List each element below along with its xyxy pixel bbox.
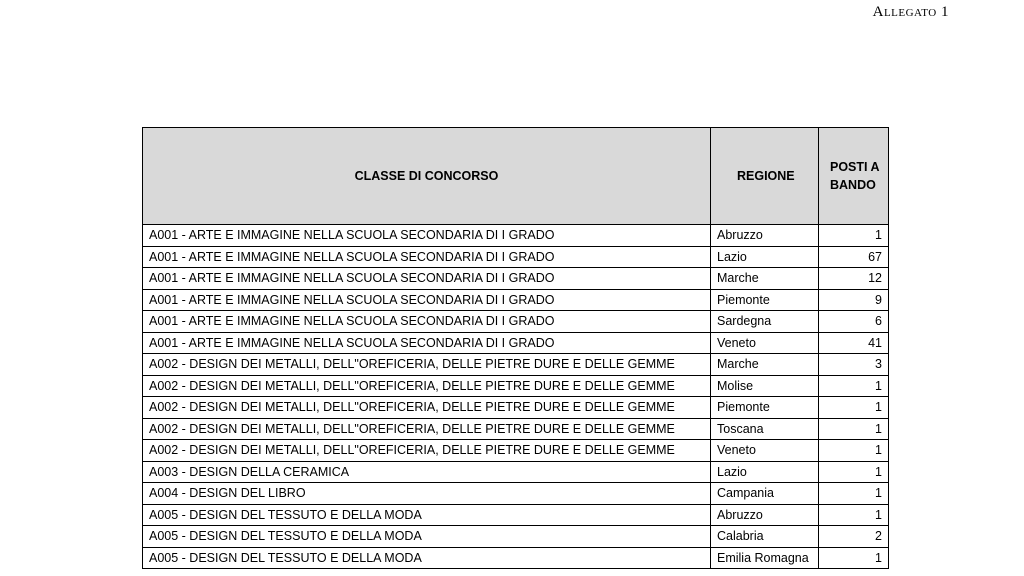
cell-classe: A005 - DESIGN DEL TESSUTO E DELLA MODA bbox=[143, 547, 711, 569]
cell-classe: A001 - ARTE E IMMAGINE NELLA SCUOLA SECONDARIA DI I GRADO bbox=[143, 289, 711, 311]
cell-classe: A001 - ARTE E IMMAGINE NELLA SCUOLA SECONDARIA DI I GRADO bbox=[143, 268, 711, 290]
table-row bbox=[143, 483, 889, 505]
table-row bbox=[143, 504, 889, 526]
table-row bbox=[143, 289, 889, 311]
table-row bbox=[143, 375, 889, 397]
table-row bbox=[143, 332, 889, 354]
posti-table bbox=[142, 127, 889, 569]
cell-classe: A002 - DESIGN DEI METALLI, DELL"OREFICERIA, DELLE PIETRE DURE E DELLE GEMME bbox=[143, 397, 711, 419]
cell-posti: 1 bbox=[819, 547, 889, 569]
cell-regione: Campania bbox=[711, 483, 819, 505]
table-row bbox=[143, 246, 889, 268]
column-header-regione: REGIONE bbox=[711, 128, 819, 225]
table-row bbox=[143, 547, 889, 569]
cell-posti: 1 bbox=[819, 225, 889, 247]
table-row bbox=[143, 225, 889, 247]
cell-posti: 1 bbox=[819, 440, 889, 462]
cell-posti: 1 bbox=[819, 483, 889, 505]
cell-regione: Lazio bbox=[711, 461, 819, 483]
table-row bbox=[143, 354, 889, 376]
cell-classe: A003 - DESIGN DELLA CERAMICA bbox=[143, 461, 711, 483]
cell-classe: A001 - ARTE E IMMAGINE NELLA SCUOLA SECONDARIA DI I GRADO bbox=[143, 311, 711, 333]
cell-posti: 9 bbox=[819, 289, 889, 311]
cell-posti: 1 bbox=[819, 461, 889, 483]
table-row bbox=[143, 418, 889, 440]
cell-regione: Abruzzo bbox=[711, 504, 819, 526]
cell-posti: 1 bbox=[819, 418, 889, 440]
table-row bbox=[143, 526, 889, 548]
cell-regione: Veneto bbox=[711, 332, 819, 354]
cell-regione: Lazio bbox=[711, 246, 819, 268]
table-header-row bbox=[143, 128, 889, 225]
cell-classe: A005 - DESIGN DEL TESSUTO E DELLA MODA bbox=[143, 504, 711, 526]
cell-regione: Marche bbox=[711, 354, 819, 376]
table-row bbox=[143, 440, 889, 462]
cell-classe: A001 - ARTE E IMMAGINE NELLA SCUOLA SECONDARIA DI I GRADO bbox=[143, 332, 711, 354]
table-row bbox=[143, 311, 889, 333]
table-row bbox=[143, 461, 889, 483]
page-label: Allegato 1 bbox=[872, 4, 949, 20]
cell-posti: 1 bbox=[819, 397, 889, 419]
cell-posti: 2 bbox=[819, 526, 889, 548]
cell-regione: Marche bbox=[711, 268, 819, 290]
cell-posti: 41 bbox=[819, 332, 889, 354]
cell-regione: Sardegna bbox=[711, 311, 819, 333]
cell-posti: 1 bbox=[819, 375, 889, 397]
cell-classe: A002 - DESIGN DEI METALLI, DELL"OREFICERIA, DELLE PIETRE DURE E DELLE GEMME bbox=[143, 354, 711, 376]
cell-regione: Molise bbox=[711, 375, 819, 397]
cell-posti: 67 bbox=[819, 246, 889, 268]
cell-classe: A002 - DESIGN DEI METALLI, DELL"OREFICERIA, DELLE PIETRE DURE E DELLE GEMME bbox=[143, 375, 711, 397]
column-header-classe: CLASSE DI CONCORSO bbox=[143, 128, 711, 225]
cell-regione: Emilia Romagna bbox=[711, 547, 819, 569]
cell-classe: A004 - DESIGN DEL LIBRO bbox=[143, 483, 711, 505]
cell-posti: 12 bbox=[819, 268, 889, 290]
cell-regione: Abruzzo bbox=[711, 225, 819, 247]
cell-posti: 3 bbox=[819, 354, 889, 376]
cell-posti: 1 bbox=[819, 504, 889, 526]
cell-regione: Toscana bbox=[711, 418, 819, 440]
cell-regione: Veneto bbox=[711, 440, 819, 462]
cell-classe: A001 - ARTE E IMMAGINE NELLA SCUOLA SECONDARIA DI I GRADO bbox=[143, 225, 711, 247]
cell-posti: 6 bbox=[819, 311, 889, 333]
cell-classe: A002 - DESIGN DEI METALLI, DELL"OREFICERIA, DELLE PIETRE DURE E DELLE GEMME bbox=[143, 418, 711, 440]
cell-regione: Piemonte bbox=[711, 397, 819, 419]
cell-classe: A001 - ARTE E IMMAGINE NELLA SCUOLA SECONDARIA DI I GRADO bbox=[143, 246, 711, 268]
column-header-posti: POSTI A BANDO bbox=[819, 128, 889, 225]
cell-classe: A002 - DESIGN DEI METALLI, DELL"OREFICERIA, DELLE PIETRE DURE E DELLE GEMME bbox=[143, 440, 711, 462]
cell-regione: Piemonte bbox=[711, 289, 819, 311]
cell-regione: Calabria bbox=[711, 526, 819, 548]
cell-classe: A005 - DESIGN DEL TESSUTO E DELLA MODA bbox=[143, 526, 711, 548]
table-row bbox=[143, 397, 889, 419]
table-row bbox=[143, 268, 889, 290]
